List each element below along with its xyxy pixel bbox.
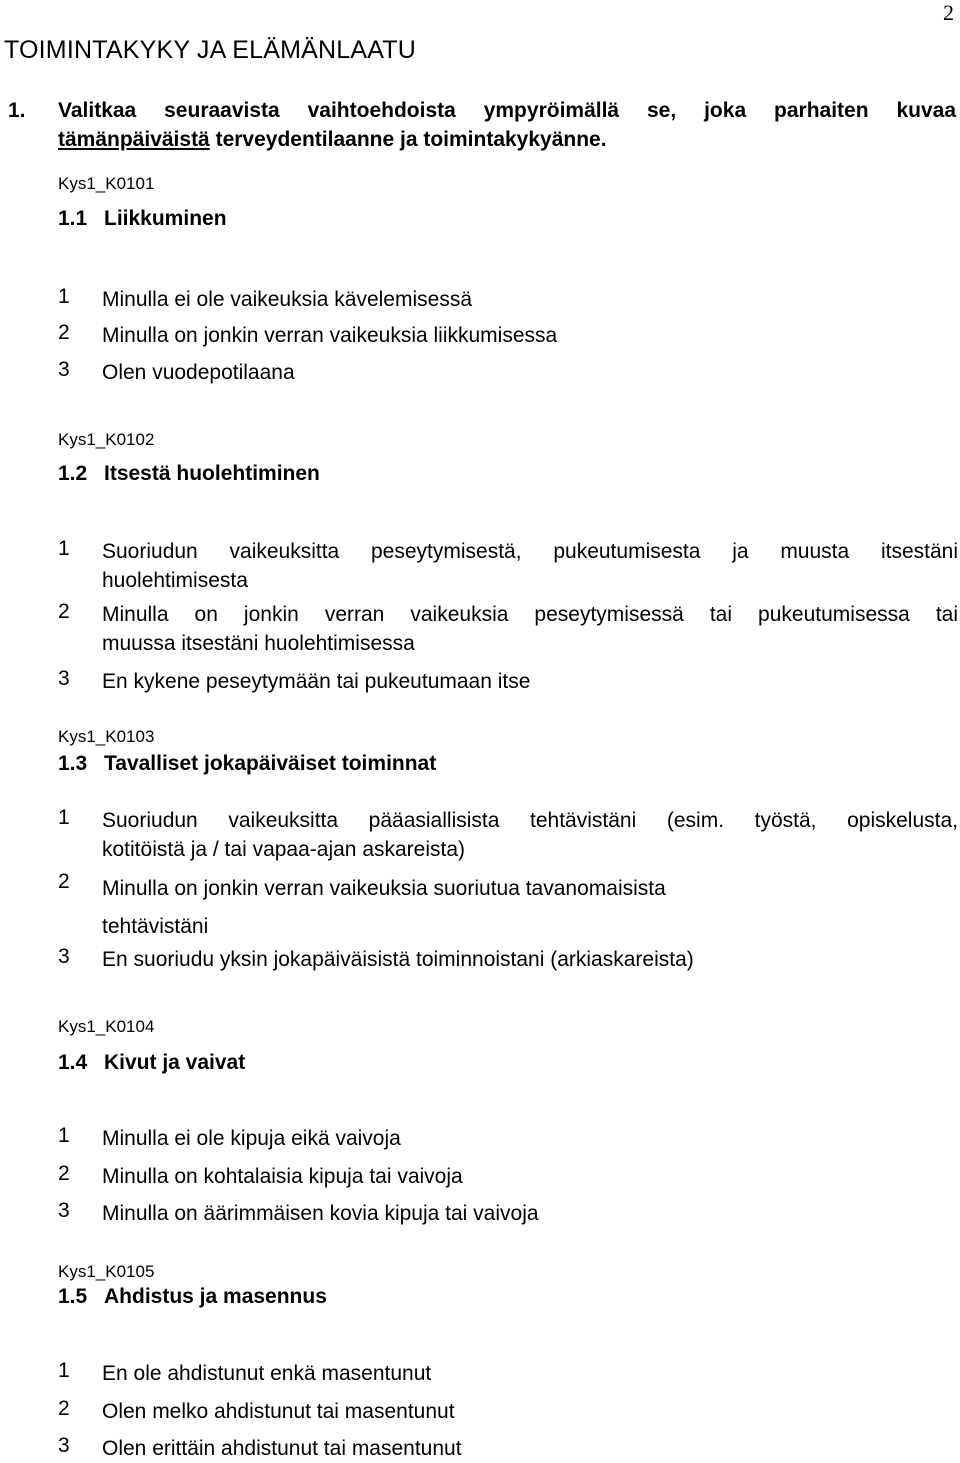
option-number: 2 (58, 321, 70, 344)
question-text-rest: terveydentilaanne ja toimintakykyänne. (209, 128, 607, 151)
section-title: Itsestä huolehtiminen (104, 462, 320, 485)
option-text-line: En kykene peseytymään tai pukeutumaan itse (102, 670, 531, 693)
option-number: 1 (58, 537, 70, 560)
option-number: 2 (58, 870, 70, 893)
page-number: 2 (943, 0, 954, 25)
option-text (102, 537, 958, 595)
option-text (102, 1124, 958, 1153)
section-heading (58, 752, 436, 776)
option-text-line: Olen melko ahdistunut tai masentunut (102, 1400, 455, 1423)
option-text-line: Olen erittäin ahdistunut tai masentunut (102, 1437, 462, 1460)
question-number: 1. (8, 99, 26, 122)
option-text-line: Olen vuodepotilaana (102, 361, 295, 384)
option-text (102, 321, 958, 350)
option-text (102, 1162, 958, 1191)
option-number: 2 (58, 1162, 70, 1185)
option-text-line: huolehtimisesta (102, 569, 248, 592)
section-heading (58, 1285, 327, 1309)
option-text (102, 600, 958, 658)
option-text-line: Minulla ei ole vaikeuksia kävelemisessä (102, 288, 473, 311)
option-text (102, 870, 958, 946)
option-number: 1 (58, 1359, 70, 1382)
option-text-line: Suoriudun vaikeuksitta pääasiallisista tehtävistäni (esim. työstä, opiskelusta, (102, 809, 958, 832)
question-code: Kys1_K0104 (58, 1017, 155, 1036)
section-title: Tavalliset jokapäiväiset toiminnat (104, 752, 437, 775)
option-number: 3 (58, 1199, 70, 1222)
option-text-line: Minulla on jonkin verran vaikeuksia liikkumisessa (102, 324, 558, 347)
option-number: 2 (58, 600, 70, 623)
option-text-line: kotitöistä ja / tai vapaa-ajan askareista) (102, 838, 466, 861)
option-text-line: Minulla on kohtalaisia kipuja tai vaivoja (102, 1165, 463, 1188)
option-number: 2 (58, 1397, 70, 1420)
option-text (102, 945, 958, 974)
question-text-line-1: Valitkaa seuraavista vaihtoehdoista ympyröimällä se, joka parhaiten kuvaa (58, 99, 956, 122)
section-number: 1.2 (58, 462, 88, 485)
option-text (102, 667, 958, 696)
option-text (102, 1359, 958, 1388)
option-text-line: Minulla ei ole kipuja eikä vaivoja (102, 1127, 401, 1150)
option-text-line: Minulla on äärimmäisen kovia kipuja tai vaivoja (102, 1202, 539, 1225)
option-text-line: Minulla on jonkin verran vaikeuksia peseytymisessä tai pukeutumisessa tai (102, 603, 958, 626)
option-text (102, 1199, 958, 1228)
section-heading (58, 462, 320, 486)
section-title: Kivut ja vaivat (104, 1051, 246, 1074)
option-text-line: muussa itsestäni huolehtimisessa (102, 632, 415, 655)
option-number: 3 (58, 358, 70, 381)
option-number: 3 (58, 667, 70, 690)
section-number: 1.5 (58, 1285, 88, 1308)
option-text (102, 1397, 958, 1426)
option-text-line: En ole ahdistunut enkä masentunut (102, 1362, 432, 1385)
question-code: Kys1_K0103 (58, 727, 155, 746)
section-title: Liikkuminen (104, 207, 227, 230)
question-text-line-2 (58, 125, 607, 155)
option-text-line: tehtävistäni (102, 915, 209, 938)
option-number: 1 (58, 1124, 70, 1147)
option-number: 1 (58, 806, 70, 829)
section-number: 1.3 (58, 752, 88, 775)
question-code: Kys1_K0102 (58, 430, 155, 449)
option-text-line: Suoriudun vaikeuksitta peseytymisestä, pukeutumisesta ja muusta itsestäni (102, 540, 958, 563)
option-text (102, 806, 958, 864)
option-text (102, 285, 958, 314)
question-code: Kys1_K0105 (58, 1262, 155, 1281)
section-number: 1.1 (58, 207, 88, 230)
option-number: 3 (58, 1434, 70, 1457)
section-number: 1.4 (58, 1051, 88, 1074)
section-heading (58, 207, 227, 231)
page-title: TOIMINTAKYKY JA ELÄMÄNLAATU (4, 36, 416, 64)
section-heading (58, 1051, 245, 1075)
underlined-word: tämänpäiväistä (58, 128, 210, 151)
option-text (102, 358, 958, 387)
question-code: Kys1_K0101 (58, 174, 155, 193)
option-text-line: Minulla on jonkin verran vaikeuksia suoriutua tavanomaisista (102, 877, 666, 900)
option-number: 1 (58, 285, 70, 308)
option-number: 3 (58, 945, 70, 968)
option-text-line: En suoriudu yksin jokapäiväisistä toiminnoistani (arkiaskareista) (102, 948, 694, 971)
section-title: Ahdistus ja masennus (104, 1285, 327, 1308)
